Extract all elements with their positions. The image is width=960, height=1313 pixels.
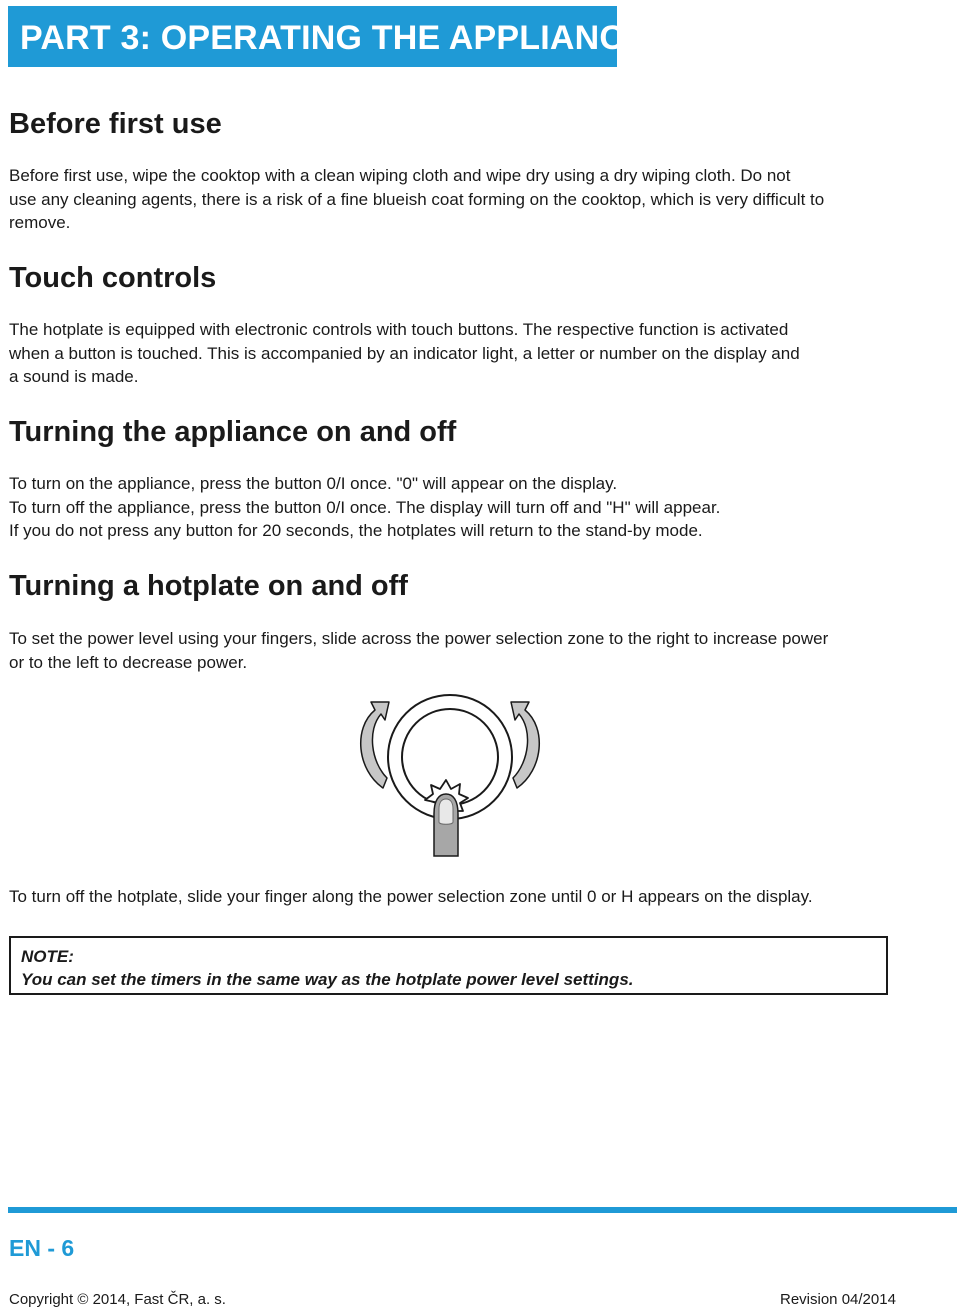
page-number: EN - 6 [9,1235,75,1261]
finger-circle-icon [345,690,555,860]
paragraph-touch-controls [9,318,891,389]
text-line: The hotplate is equipped with electronic controls with touch buttons. The respective function is activated [9,320,789,339]
text-line: remove. [9,213,71,233]
paragraph-turn-off-hotplate [9,885,891,909]
copyright-text: Copyright © 2014, Fast ČR, a. s. [9,1291,226,1308]
footer-divider [8,1207,957,1213]
text-line: use any cleaning agents, there is a risk of a fine blueish coat forming on the cooktop, which is very difficult to [9,189,825,209]
slider-gesture-illustration [345,690,555,860]
revision-value: 04/2014 [841,1291,896,1308]
text-line: when a button is touched. This is accompanied by an indicator light, a letter or number on the display and [9,343,800,363]
text-line: a sound is made. [9,367,139,387]
note-label: NOTE: [21,947,74,966]
note-box [9,936,888,995]
revision-info [780,1291,896,1308]
heading-before-first-use: Before first use [9,108,222,140]
paragraph-hotplate-on-off [9,627,891,674]
paragraph-before-first-use [9,164,891,235]
revision-label: Revision [780,1291,838,1308]
text-line: To turn on the appliance, press the button 0/I once. "0" will appear on the display. [9,474,618,493]
text-line: or to the left to decrease power. [9,652,248,672]
text-line: Before first use, wipe the cooktop with a clean wiping cloth and wipe dry using a dry wiping cloth. Do not [9,166,791,185]
text-line: To turn off the hotplate, slide your finger along the power selection zone until 0 or H appears on the display. [9,887,813,906]
text-line: To set the power level using your fingers, slide across the power selection zone to the right to increase power [9,629,829,648]
note-text: You can set the timers in the same way as the hotplate power level settings. [21,970,634,989]
paragraph-appliance-on-off [9,472,891,543]
heading-appliance-on-off: Turning the appliance on and off [9,416,457,448]
heading-touch-controls: Touch controls [9,262,217,294]
heading-hotplate-on-off: Turning a hotplate on and off [9,570,408,602]
page-title-banner: PART 3: OPERATING THE APPLIANCE [8,6,617,67]
text-line: If you do not press any button for 20 seconds, the hotplates will return to the stand-by mode. [9,521,703,541]
text-line: To turn off the appliance, press the button 0/I once. The display will turn off and "H" will appear. [9,497,721,517]
